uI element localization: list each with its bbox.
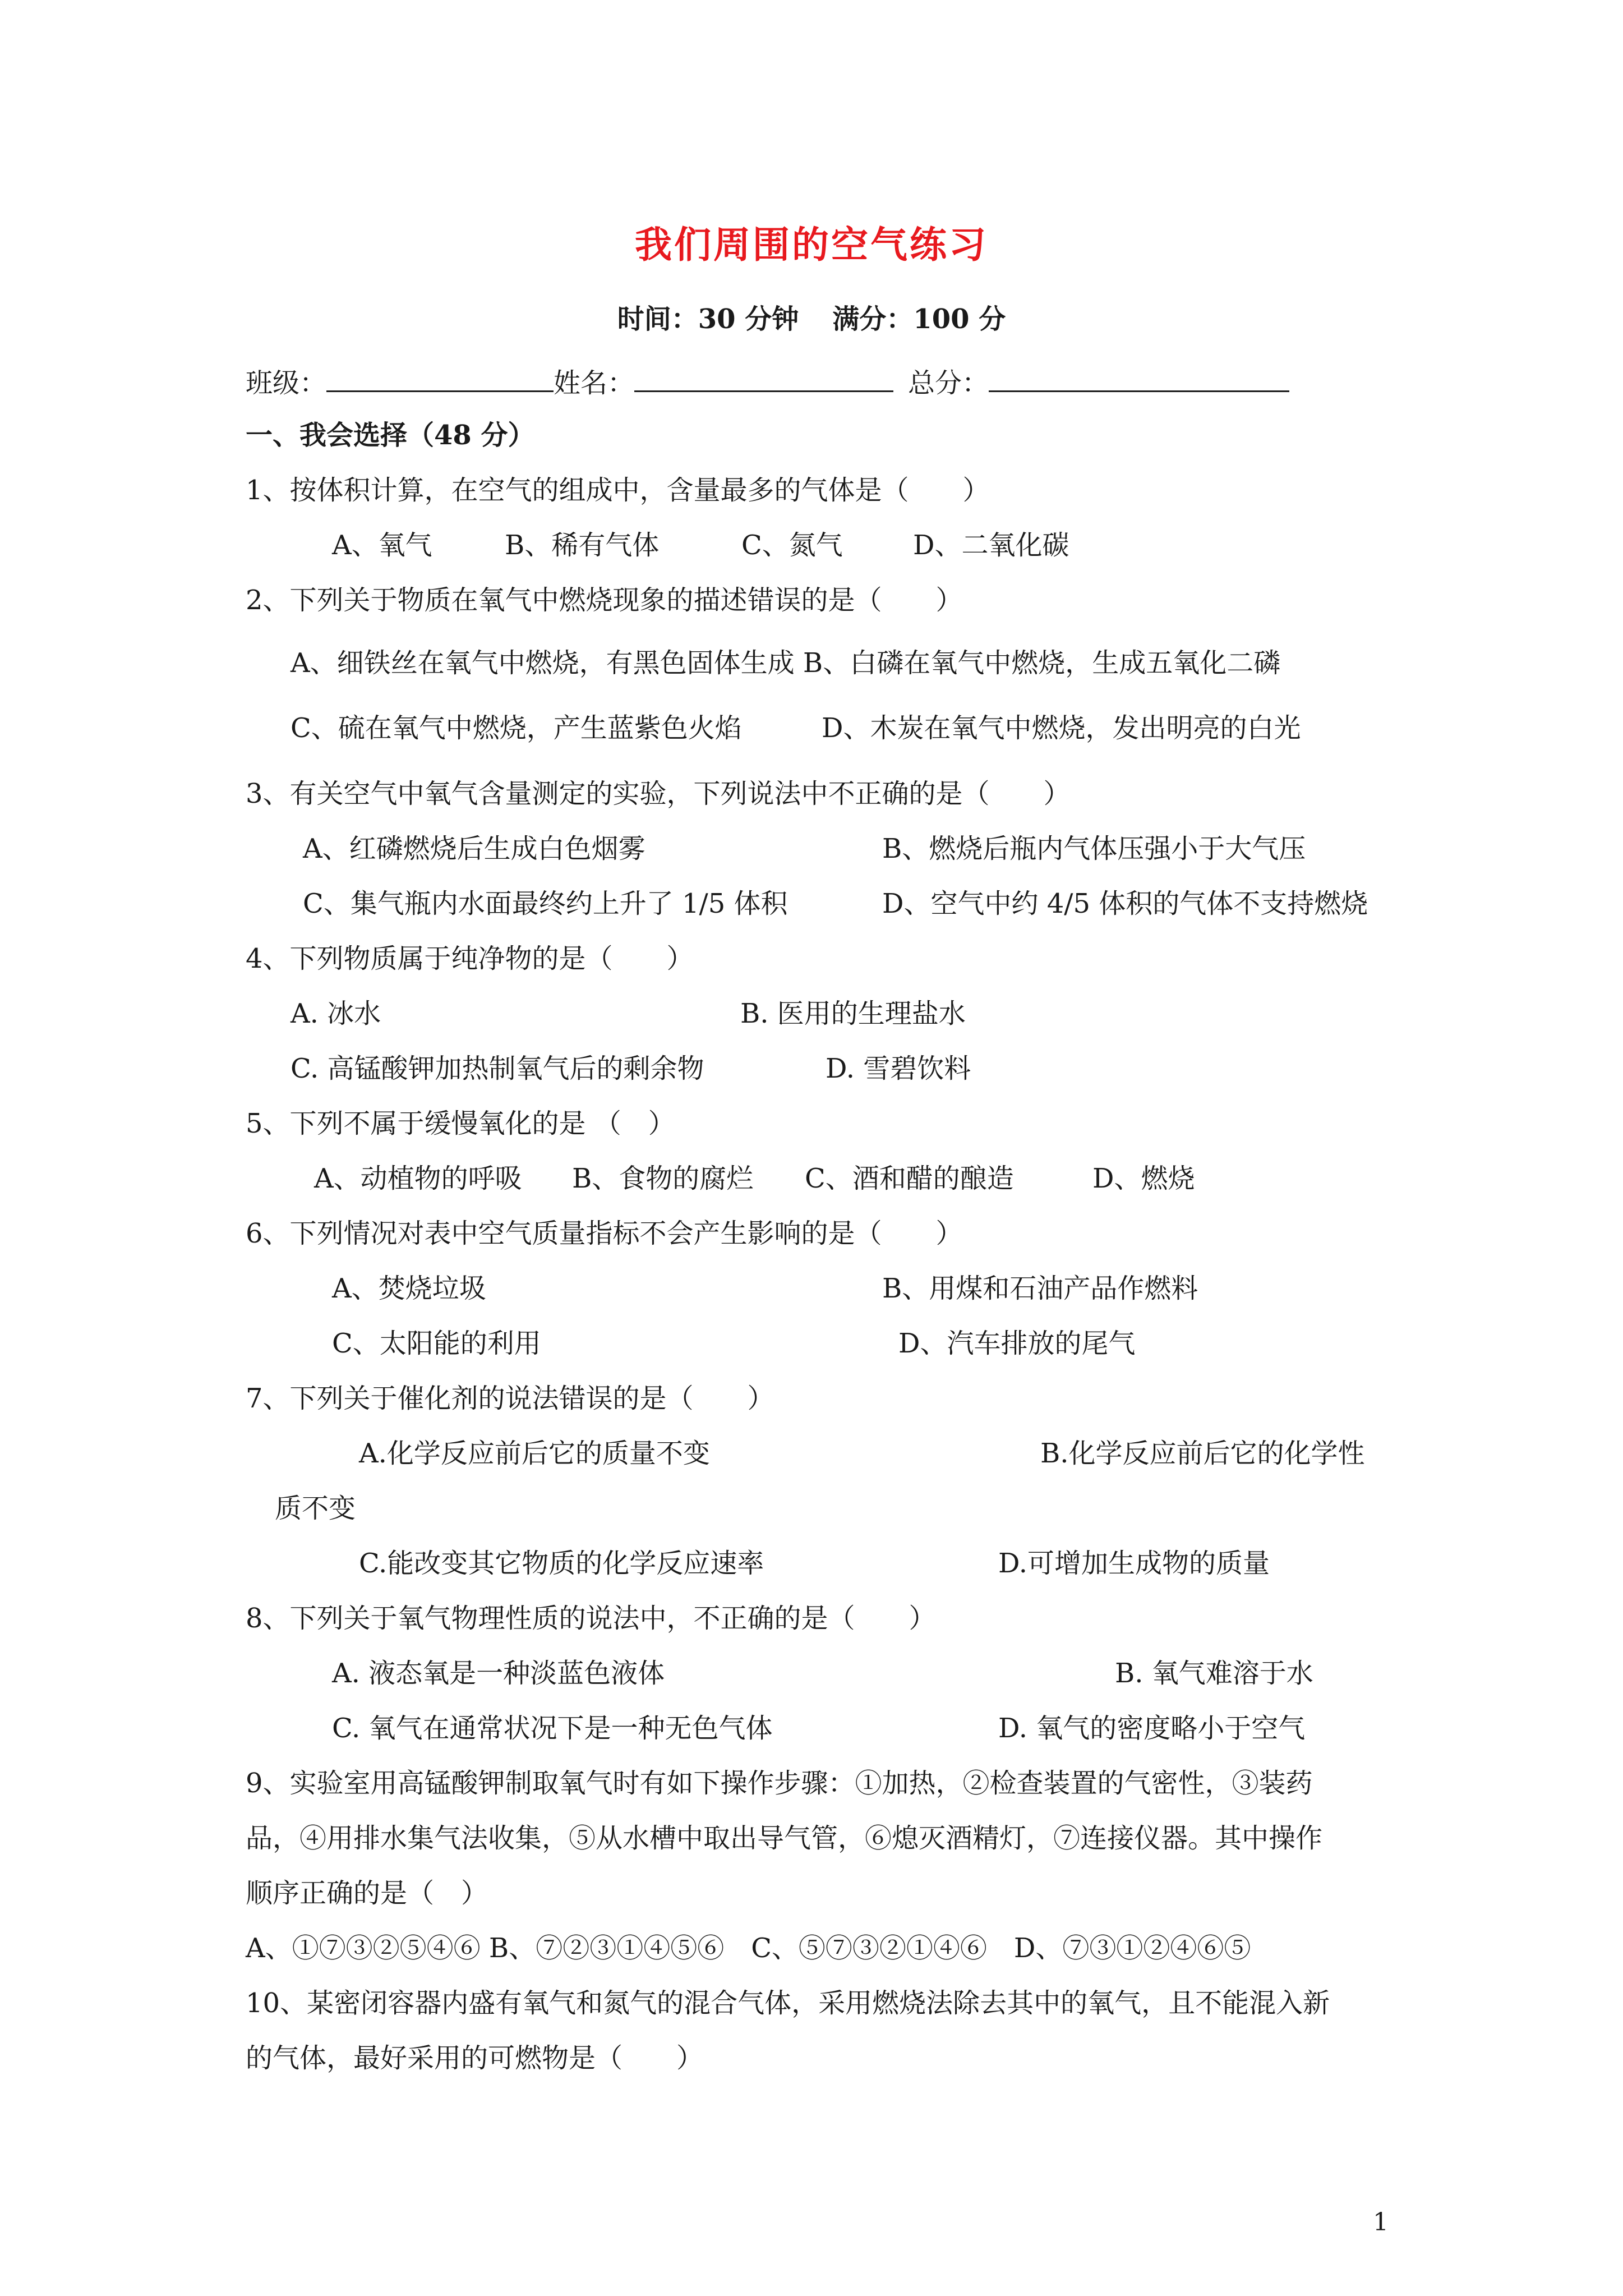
question-3-stem: 3、有关空气中氧气含量测定的实验，下列说法中不正确的是（ ） — [246, 778, 1071, 809]
question-9-options: A、①⑦③②⑤④⑥ B、⑦②③①④⑤⑥ C、⑤⑦③②①④⑥ D、⑦③①②④⑥⑤ — [246, 1932, 1251, 1964]
q7-option-a: A.化学反应前后它的质量不变 — [359, 1438, 710, 1469]
total-label: 总分： — [908, 367, 989, 399]
total-blank[interactable] — [989, 364, 1289, 392]
q7-option-b: B.化学反应前后它的化学性 — [1040, 1438, 1365, 1469]
q5-option-a: A、动植物的呼吸 — [314, 1163, 522, 1194]
page-title: 我们周围的空气练习 — [635, 223, 988, 266]
question-8-stem: 8、下列关于氧气物理性质的说法中，不正确的是（ ） — [246, 1603, 936, 1634]
q5-option-c: C、酒和醋的酿造 — [805, 1163, 1014, 1194]
q8-option-c: C. 氧气在通常状况下是一种无色气体 — [332, 1713, 773, 1744]
q5-option-d: D、燃烧 — [1092, 1163, 1195, 1194]
question-10-line-2: 的气体，最好采用的可燃物是（ ） — [246, 2042, 704, 2074]
student-info-row — [246, 364, 1289, 400]
q3-option-b: B、燃烧后瓶内气体压强小于大气压 — [882, 833, 1306, 864]
q7-option-d: D.可增加生成物的质量 — [998, 1548, 1270, 1579]
q8-option-a: A. 液态氧是一种淡蓝色液体 — [332, 1658, 665, 1689]
q2-option-c: C、硫在氧气中燃烧，产生蓝紫色火焰 — [291, 712, 742, 744]
question-7-stem: 7、下列关于催化剂的说法错误的是（ ） — [246, 1383, 774, 1414]
question-5-stem: 5、下列不属于缓慢氧化的是 （ ） — [246, 1108, 675, 1139]
class-blank[interactable] — [326, 364, 554, 392]
q1-option-c: C、氮气 — [741, 530, 843, 561]
question-9-line-3: 顺序正确的是（ ） — [246, 1878, 488, 1909]
name-blank[interactable] — [634, 364, 893, 392]
q6-option-a: A、焚烧垃圾 — [332, 1273, 486, 1304]
q8-option-d: D. 氧气的密度略小于空气 — [998, 1713, 1306, 1744]
q2-option-ab: A、细铁丝在氧气中燃烧，有黑色固体生成 B、白磷在氧气中燃烧，生成五氧化二磷 — [291, 647, 1281, 679]
q3-option-d: D、空气中约 4/5 体积的气体不支持燃烧 — [882, 888, 1368, 919]
q6-option-c: C、太阳能的利用 — [332, 1328, 541, 1359]
q7-option-b-continued: 质不变 — [275, 1493, 356, 1524]
q1-option-a: A、氧气 — [332, 530, 432, 561]
q4-option-c: C. 高锰酸钾加热制氧气后的剩余物 — [291, 1053, 704, 1084]
q2-option-d: D、木炭在氧气中燃烧，发出明亮的白光 — [822, 712, 1301, 744]
question-9-line-2: 品，④用排水集气法收集，⑤从水槽中取出导气管，⑥熄灭酒精灯，⑦连接仪器。其中操作 — [246, 1823, 1323, 1854]
q7-option-c: C.能改变其它物质的化学反应速率 — [359, 1548, 764, 1579]
full-score: 满分：100 分 — [832, 303, 1006, 335]
q1-option-d: D、二氧化碳 — [913, 530, 1069, 561]
q4-option-d: D. 雪碧饮料 — [826, 1053, 971, 1084]
page-number: 1 — [1373, 2208, 1389, 2237]
question-9-line-1: 9、实验室用高锰酸钾制取氧气时有如下操作步骤：①加热，②检查装置的气密性，③装药 — [246, 1768, 1313, 1799]
q6-option-d: D、汽车排放的尾气 — [898, 1328, 1136, 1359]
question-4-stem: 4、下列物质属于纯净物的是（ ） — [246, 943, 694, 974]
q5-option-b: B、食物的腐烂 — [572, 1163, 754, 1194]
q4-option-b: B. 医用的生理盐水 — [740, 998, 966, 1029]
exam-info — [0, 297, 1623, 336]
name-label: 姓名： — [554, 367, 635, 399]
section-heading: 一、我会选择（48 分） — [246, 420, 535, 451]
q6-option-b: B、用煤和石油产品作燃料 — [882, 1273, 1198, 1304]
q1-option-b: B、稀有气体 — [505, 530, 660, 561]
question-10-line-1: 10、某密闭容器内盛有氧气和氮气的混合气体，采用燃烧法除去其中的氧气，且不能混入新 — [246, 1987, 1330, 2019]
q3-option-c: C、集气瓶内水面最终约上升了 1/5 体积 — [303, 888, 788, 919]
question-1-stem: 1、按体积计算，在空气的组成中，含量最多的气体是（ ） — [246, 475, 990, 506]
q4-option-a: A. 冰水 — [291, 998, 381, 1029]
class-label: 班级： — [246, 367, 327, 399]
q8-option-b: B. 氧气难溶于水 — [1115, 1658, 1313, 1689]
time-limit: 时间：30 分钟 — [617, 303, 799, 335]
question-2-stem: 2、下列关于物质在氧气中燃烧现象的描述错误的是（ ） — [246, 585, 963, 616]
q3-option-a: A、红磷燃烧后生成白色烟雾 — [303, 833, 645, 864]
question-6-stem: 6、下列情况对表中空气质量指标不会产生影响的是（ ） — [246, 1218, 963, 1249]
